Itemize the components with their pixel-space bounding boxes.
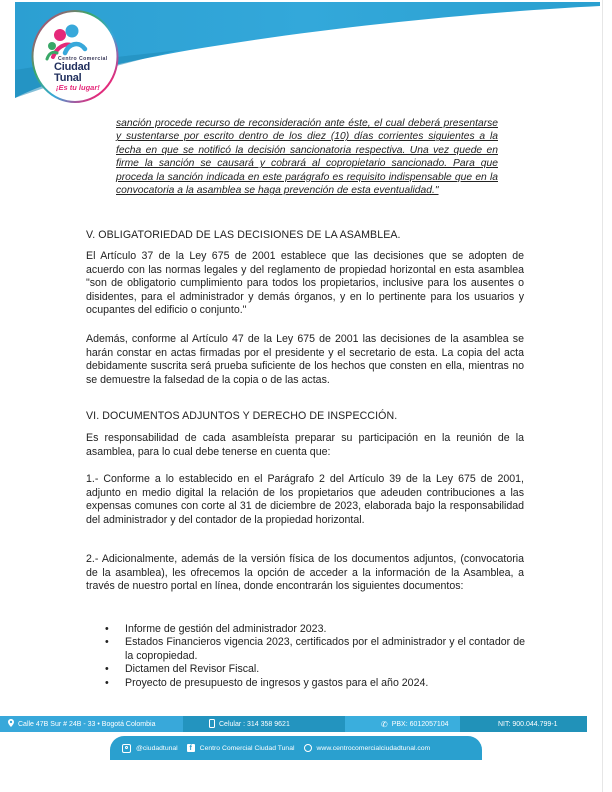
logo-line2: Ciudad Tunal	[54, 61, 91, 84]
section-vi-paragraph-3: 2.- Adicionalmente, además de la versión física de los documentos adjuntos, (convocatoria de la asamblea), les ofrecemos la opción de acceder a la información de la Asamblea, a través de nuestro portal en línea, donde encontrarán los siguientes documentos:	[86, 553, 524, 593]
list-item-text: Estados Financieros vigencia 2023, certificados por el administrador y el contador de la copropiedad.	[125, 636, 525, 662]
instagram-handle: @ciudadtunal	[136, 744, 178, 752]
bullet-icon: •	[105, 663, 109, 676]
footer-contact-bar	[0, 716, 587, 732]
pbx-text: PBX: 6012057104	[391, 720, 449, 728]
section-v-paragraph-2: Además, conforme al Artículo 47 de la Ley 675 de 2001 las decisiones de la asamblea se harán constar en actas firmadas por el presidente y el secretario de esta. La copia del acta debidamente suscrita será prueba suficiente de los hechos que consten en ella, mientras no se demuestre la falsedad de la copia o de las actas.	[86, 333, 524, 386]
nit-text: NIT: 900.044.799-1	[498, 720, 558, 728]
mobile-phone-icon	[209, 719, 215, 730]
footer-nit	[460, 716, 587, 732]
logo-text	[48, 56, 116, 92]
facebook-page: Centro Comercial Ciudad Tunal	[199, 744, 295, 752]
footer-cell	[183, 716, 345, 732]
section-heading-v: V. OBLIGATORIEDAD DE LAS DECISIONES DE LA ASAMBLEA.	[86, 229, 401, 241]
list-item-text: Informe de gestión del administrador 2023.	[125, 623, 327, 635]
list-item	[105, 636, 525, 663]
documents-list	[105, 623, 525, 690]
list-item	[105, 677, 525, 690]
website-link: www.centrocomercialciudadtunal.com	[316, 744, 431, 752]
list-item	[105, 623, 525, 636]
list-item-text: Proyecto de presupuesto de ingresos y gastos para el año 2024.	[125, 676, 429, 689]
quoted-paragraph	[116, 117, 498, 197]
instagram-icon	[122, 744, 131, 753]
globe-icon	[304, 744, 312, 752]
cell-text: Celular : 314 358 9621	[219, 720, 290, 728]
phone-icon: ✆	[381, 719, 388, 729]
facebook-icon: f	[187, 744, 195, 752]
footer-pbx	[345, 716, 460, 732]
address-text: Calle 47B Sur # 24B - 33 • Bogotá Colombia	[18, 720, 156, 728]
section-vi-paragraph-1: Es responsabilidad de cada asambleísta preparar su participación en la reunión de la asamblea, para lo cual debe tenerse en cuenta que:	[86, 432, 524, 458]
bullet-icon: •	[105, 623, 109, 635]
logo-tagline: ¡Es tu lugar!	[56, 83, 100, 92]
logo-line1: Centro Comercial	[58, 56, 108, 62]
quote-text: sanción procede recurso de reconsideración ante éste, el cual deberá presentarse y sustentarse por escrito dentro de los diez (10) días corrientes siguientes a la fecha en que se notificó la decisión sancionatoria respectiva. Una vez quede en firme la sanción se causará y cobrará al copropietario sancionado. Para que proceda la sanción indicada en este parágrafo es requisito indispensable que en la convocatoria a la asamblea se haga prevención de esta eventualidad."	[116, 118, 498, 197]
page-edge-line	[602, 0, 603, 792]
list-item-text: Dictamen del Revisor Fiscal.	[125, 663, 260, 676]
list-item	[105, 663, 525, 676]
footer-address	[0, 716, 183, 732]
bullet-icon: •	[105, 636, 109, 649]
location-pin-icon	[8, 719, 14, 729]
footer-social-bar	[110, 736, 482, 760]
section-heading-vi: VI. DOCUMENTOS ADJUNTOS Y DERECHO DE INSPECCIÓN.	[86, 410, 398, 422]
section-vi-paragraph-2: 1.- Conforme a lo establecido en el Parágrafo 2 del Artículo 39 de la Ley 675 de 2001, adjunto en medio digital la relación de los propietarios que adeuden contribuciones a las expensas comunes con corte al 31 de diciembre de 2023, elaborada bajo la responsabilidad del administrador y del contador de la propiedad horizontal.	[86, 473, 524, 526]
section-v-paragraph-1: El Artículo 37 de la Ley 675 de 2001 establece que las decisiones que se adopten de acuerdo con las normas legales y del reglamento de propiedad horizontal en esta asamblea "son de obligatorio cumplimiento para todos los propietarios, inclusive para los ausentes o disidentes, para el administrador y demás órganos, y en lo pertinente para los usuarios y ocupantes del edificio o conjunto."	[86, 250, 524, 317]
bullet-icon: •	[105, 676, 109, 689]
